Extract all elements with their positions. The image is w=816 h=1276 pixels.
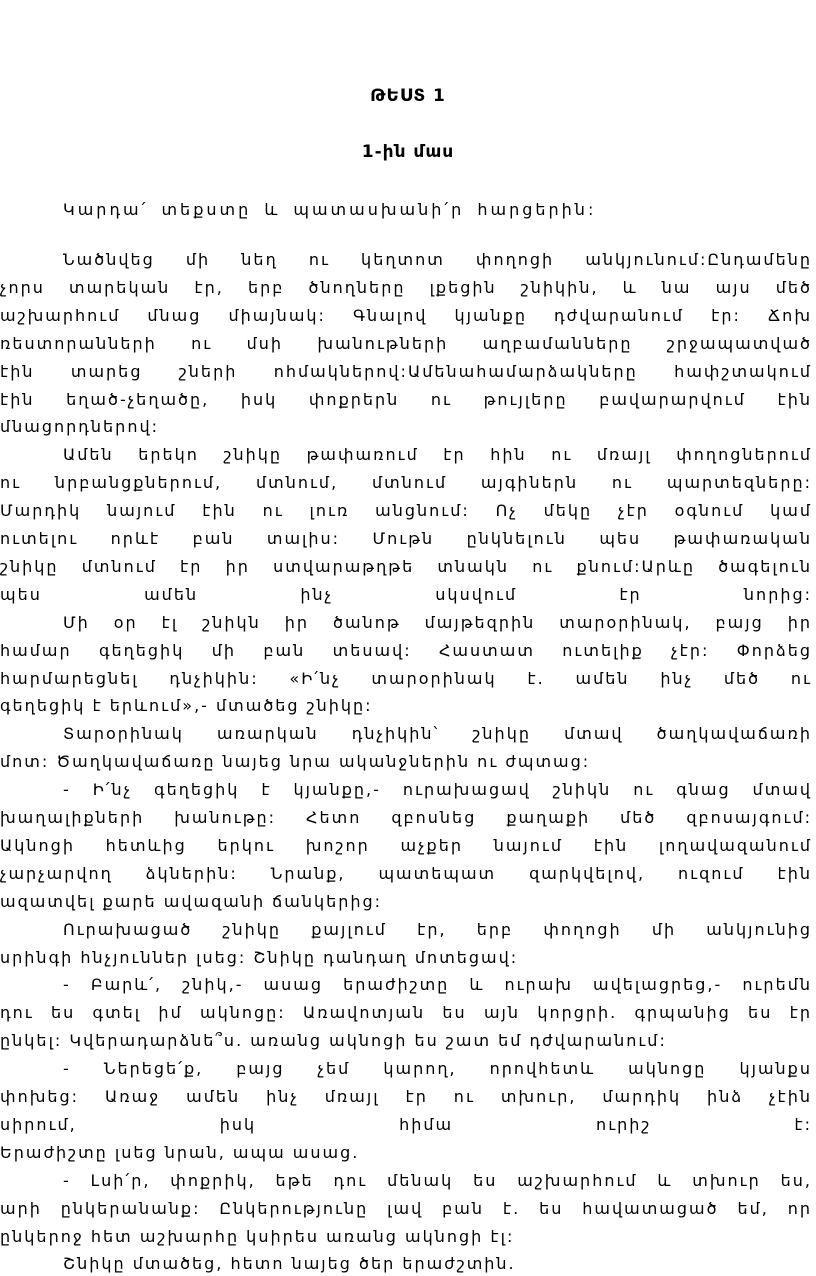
text-line: Շնիկը մտածեց, հետո նայեց ծեր երաժշտին. — [63, 1254, 516, 1273]
text-line: ուտելու որևէ բան տալիս: Մութն ընկնելուն պես թափառական — [0, 529, 812, 548]
text-line: փոխեց: Առաջ ամեն ինչ մռայլ էր ու տխուր, մարդիկ ինձ չէին — [0, 1087, 812, 1106]
text-line: ընկել: Կվերադարձնե՞ս. առանց ակնոցի ես շատ եմ դժվարանում: — [0, 1031, 667, 1050]
text-line: - Բարև՛, շնիկ,- ասաց երաժիշտը և ուրախ ավելացրեց,- ուրեմն — [63, 975, 812, 994]
text-line: Ուրախացած շնիկը քայլում էր, երբ փողոցի մի անկյունից — [63, 920, 812, 939]
text-line: էին եղած-չեղածը, իսկ փոքրերն ու թույլերը բավարարվում էին — [0, 390, 812, 409]
text-line: սրինգի հնչյուններ լսեց: Շնիկը դանդաղ մոտեցավ: — [0, 948, 519, 967]
text-line: համար գեղեցիկ մի բան տեսավ: Հաստատ ուտելիք չէր: Փորձեց — [0, 641, 812, 660]
instruction-text: Կարդա՛ տեքստը և պատասխանի՛ր հարցերին: — [63, 200, 597, 219]
document-subtitle: 1-ին մաս — [361, 142, 455, 162]
text-line: Տարօրինակ առարկան դնչիկին՝ շնիկը մտավ ծաղկավաճառի — [63, 724, 812, 743]
text-line: շնիկը մտնում էր իր ստվարաթղթե տնակն ու քնում:Արևը ծագելուն — [0, 557, 812, 576]
text-line: չորս տարեկան էր, երբ ծնողները լքեցին շնիկին, և նա այս մեծ — [0, 278, 812, 297]
text-line: խաղալիքների խանութը: Հետո զբոսնեց քաղաքի մեծ զբոսայգում: — [0, 808, 812, 827]
text-line: Մարդիկ նայում էին ու լուռ անցնում: Ոչ մեկը չէր օգնում կամ — [0, 501, 812, 520]
text-line: դու ես գտել իմ ակնոցը: Առավոտյան ես այն կորցրի. գրպանից ես էր — [0, 1003, 812, 1022]
text-line: սիրում, իսկ հիմա ուրիշ է: — [0, 1115, 812, 1134]
text-line: Ակնոցի հետևից երկու խոշոր աչքեր նայում էին լողավազանում — [0, 836, 812, 855]
text-line: - Լսի՛ր, փոքրիկ, եթե դու մենակ ես աշխարհում և տխուր ես, — [63, 1171, 812, 1190]
text-line: - Ի՛նչ գեղեցիկ է կյանքը,- ուրախացավ շնիկն ու գնաց մտավ — [63, 780, 812, 799]
text-line: Ամեն երեկո շնիկը թափառում էր հին ու մռայլ փողոցներում — [63, 445, 812, 464]
text-line: - Ներեցե՛ք, բայց չեմ կարող, որովհետև ակնոցը կյանքս — [63, 1059, 812, 1078]
text-line: ընկերոջ հետ աշխարհը կսիրես առանց ակնոցի էլ: — [0, 1227, 515, 1246]
text-line: ու նրբանցքներում, մտնում, մտնում այգիներն ու պարտեզները: — [0, 473, 812, 492]
document-title: ԹԵՍՏ 1 — [370, 86, 446, 106]
text-line: ռեստորանների ու մսի խանութների աղբամանները շրջապատված — [0, 334, 812, 353]
text-line: ազատվել քարե ավազանի ճանկերից: — [0, 892, 383, 911]
text-line: Երաժիշտը լսեց նրան, ապա ասաց. — [0, 1143, 360, 1162]
text-line: հարմարեցնել դնչիկին: «Ի՛նչ տարօրինակ է. ամեն ինչ մեծ ու — [0, 669, 812, 688]
text-line: Նածնվեց մի նեղ ու կեղտոտ փողոցի անկյունում:Ընդամենը — [63, 250, 812, 269]
text-line: չարչարվող ձկներին: Նրանք, պատեպատ զարկվելով, ուզում էին — [0, 864, 812, 883]
text-line: պես ամեն ինչ սկսվում էր նորից: — [0, 585, 812, 604]
text-line: մոտ: Ծաղկավաճառը նայեց նրա ականջներին ու ժպտաց: — [0, 752, 591, 771]
text-line: մնացորդներով: — [0, 417, 159, 436]
text-line: արի ընկերանանք: Ընկերությունը լավ բան է. ես հավատացած եմ, որ — [0, 1199, 812, 1218]
text-line: աշխարհում մնաց միայնակ: Գնալով կյանքը դժվարանում էր: Ճոխ — [0, 306, 812, 325]
text-line: գեղեցիկ է երևում»,- մտածեց շնիկը: — [0, 696, 373, 715]
text-line: էին տարեց շների ոհմակներով:Ամենահամարձակները հափշտակում — [0, 362, 812, 381]
text-line: Մի օր էլ շնիկն իր ծանոթ մայթեզրին տարօրինակ, բայց իր — [63, 613, 812, 632]
